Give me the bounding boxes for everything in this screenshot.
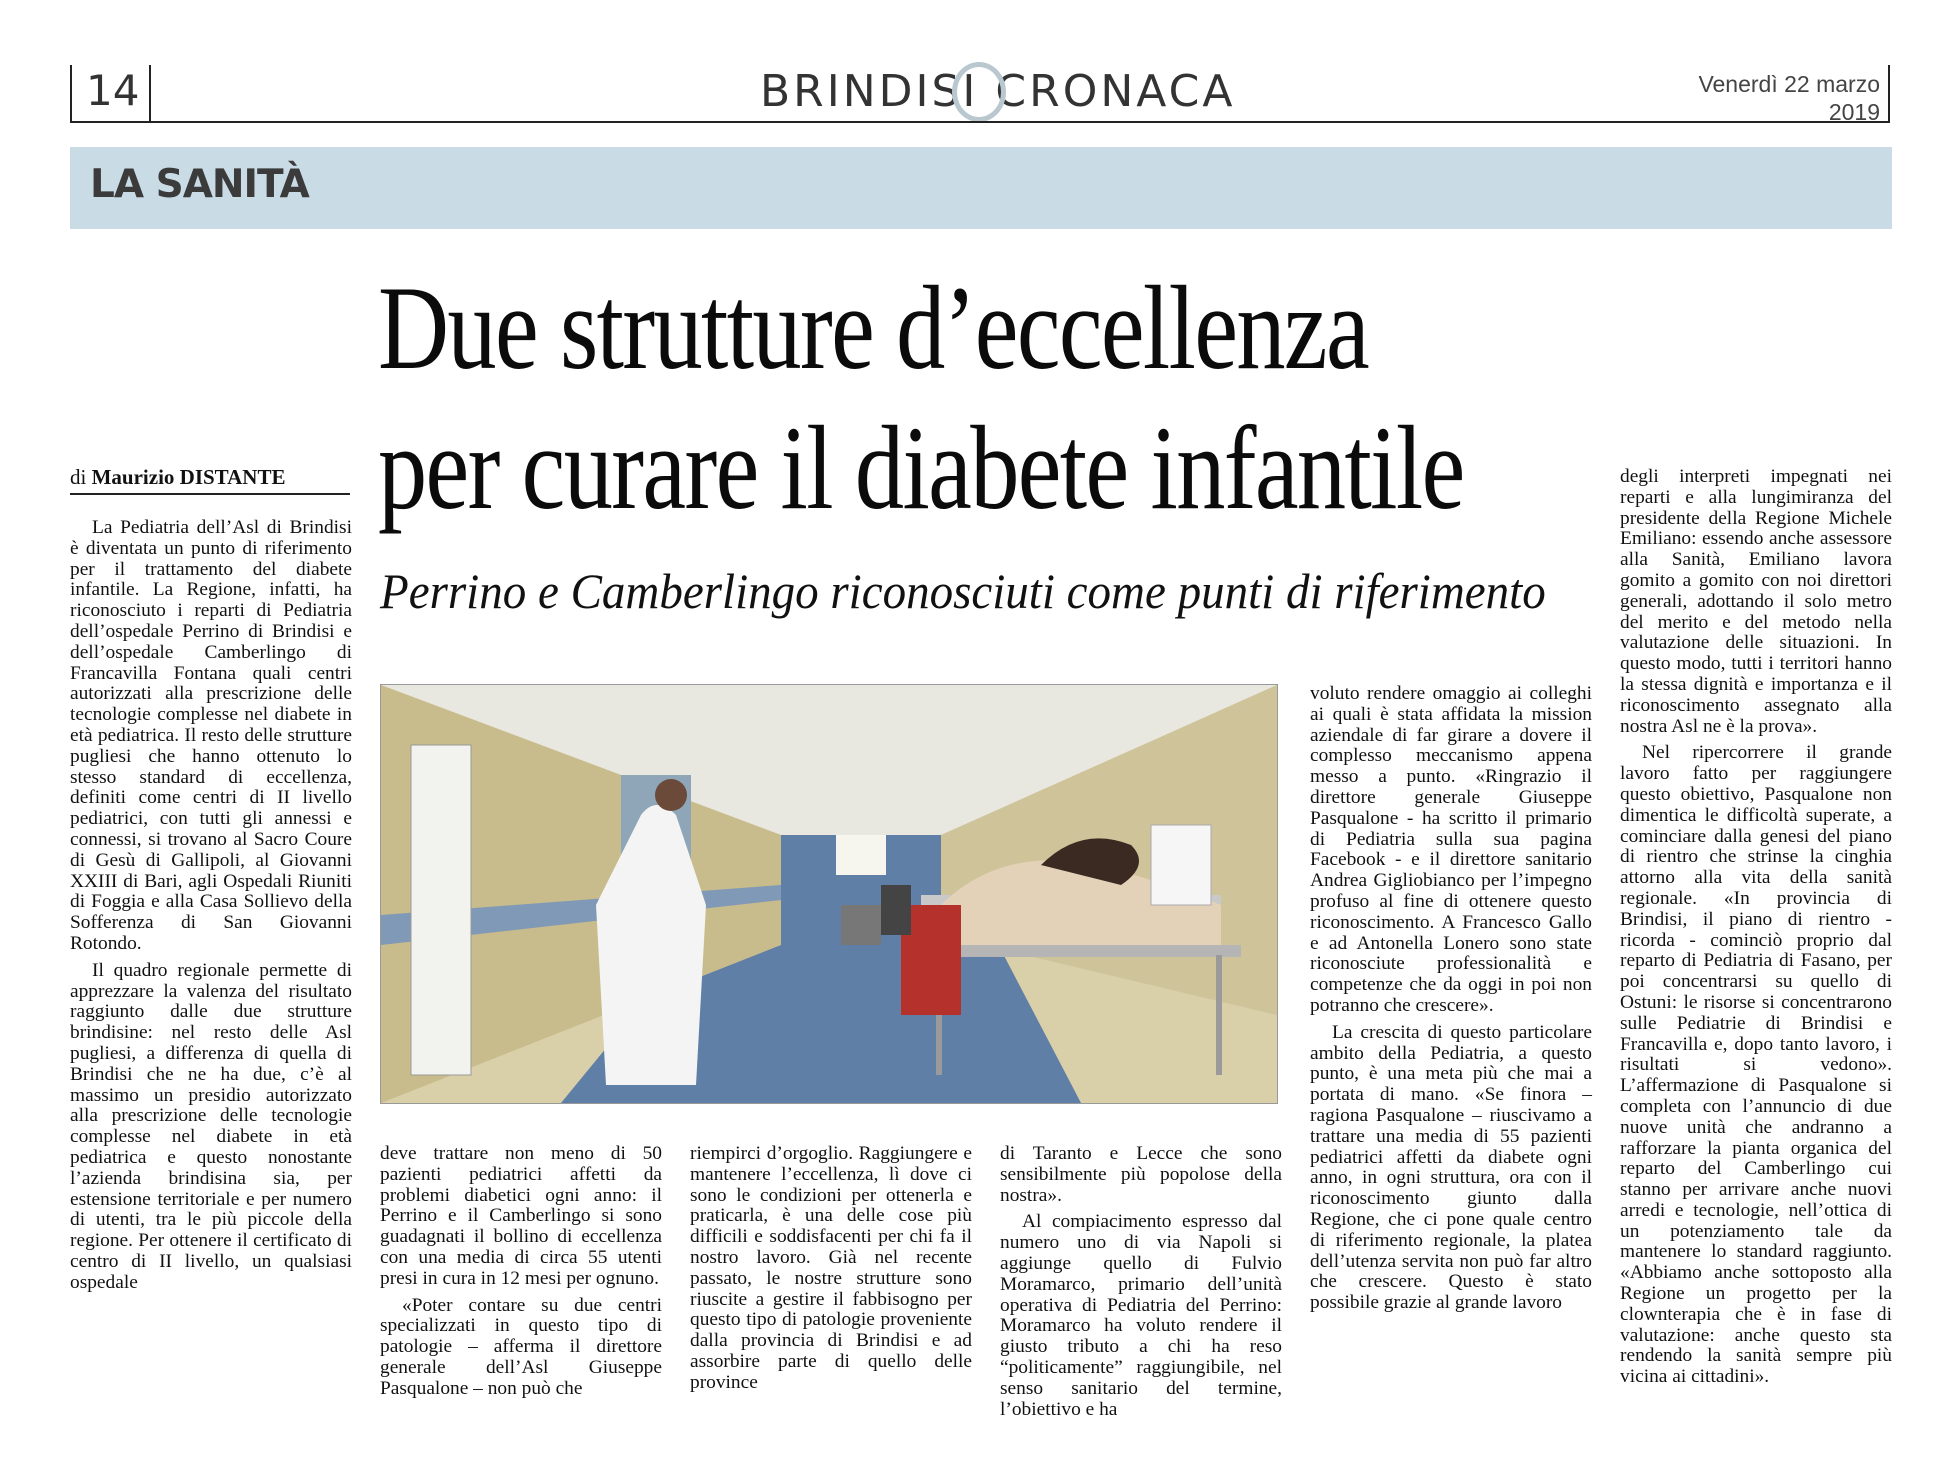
paragraph: voluto rendere omaggio ai colleghi ai quali è stata affidata la mission aziendale di far girare a dovere il complesso meccanismo appena messo a punto. «Ringrazio il direttore generale Giuseppe Pasqualone - ha scritto il primario di Pediatria sulla sua pagina Facebook - e il direttore sanitario Andrea Gigliobianco per l’impegno profuso al fine di ottenere questo riconoscimento. A Francesco Gallo e ad Antonella Lonero sono state riconosciute professionalità e competenze che da oggi in poi non potranno che crescere». (1310, 683, 1592, 1016)
issue-date-line2: 2019 (1828, 99, 1880, 125)
masthead-brindisi: BRINDISI (760, 66, 979, 117)
paragraph: di Taranto e Lecce che sono sensibilmente più popolose della nostra». (1000, 1143, 1282, 1206)
paragraph: Nel ripercorrere il grande lavoro fatto per raggiungere questo obiettivo, Pasqualone non dimentica le difficoltà superate, a cominciare dalla genesi del piano di rientro che strinse la cinghia attorno alla vita della sanità regionale. «In provincia di Brindisi, il piano di rientro - ricorda - cominciò proprio dal reparto di Pediatria di Fasano, per poi concentrarsi su quello di Ostuni: le risorse si concentrarono sulle Pediatrie di Brindisi e Francavilla e, dopo tanto lavoro, i risultati si vedono». L’affermazione di Pasqualone si completa con l’annuncio di due nuove unità che andranno a rafforzare la pianta organica del reparto del Camberlingo cui stanno per arrivare anche nuovi arredi e tecnologie, nell’ottica di un potenziamento tale da mantenere lo standard raggiunto. «Abbiamo anche sottoposto alla Regione un progetto per la clownterapia che è in fase di valutazione: anche questo sta rendendo la sanità sempre più vicina ai cittadini». (1620, 742, 1892, 1388)
article-column-5 (1310, 684, 1592, 1314)
header-rule (70, 121, 1890, 123)
header-left-rule (70, 65, 72, 123)
headline-line1: Due strutture d’eccellenza (378, 261, 1368, 394)
article-column-1 (70, 518, 352, 1293)
page-number: 14 (86, 66, 140, 115)
paragraph: Al compiacimento espresso dal numero uno di via Napoli si aggiunge quello di Fulvio Moramarco, primario dell’unità operativa di Pediatria del Perrino: Moramarco ha voluto rendere il giusto tributo a chi ha reso “politicamente” raggiungibile, nel senso sanitario del termine, l’obiettivo e ha (1000, 1211, 1282, 1420)
photo-illustration (381, 685, 1277, 1103)
masthead-cronaca: CRONACA (995, 66, 1236, 117)
subheadline: Perrino e Camberlingo riconosciuti come punti di riferimento (380, 563, 1546, 619)
paragraph: La crescita di questo particolare ambito della Pediatria, a questo punto, è una meta più che mai a portata di mano. «Se finora – ragiona Pasqualone – riuscivamo a trattare una media di 55 pazienti pediatrici affetti da diabete ogni anno, in ogni struttura, ora con il riconoscimento giunto dalla Regione, che ci pone quale centro di riferimento regionale, la platea dell’utenza servita non può far altro che crescere. Questo è stato possibile grazie al grande lavoro (1310, 1021, 1592, 1314)
byline (70, 465, 350, 495)
article-column-3 (690, 1144, 972, 1394)
paragraph: Il quadro regionale permette di apprezzare la valenza del risultato raggiunto dalle due strutture brindisine: nel resto delle Asl pugliesi, a differenza di quella di Brindisi che ne ha due, c’è al massimo un presidio autorizzato alla prescrizione delle tecnologie complesse nel diabete in età pediatrica e questo nonostante l’azienda brindisina sia, per estensione territoriale e per numero di utenti, tra le più piccole della regione. Per ottenere il certificato di centro di II livello, un qualsiasi ospedale (70, 959, 352, 1293)
headline-line2: per curare il diabete infantile (378, 401, 1464, 534)
page-number-rule (149, 65, 151, 123)
article-column-6 (1620, 467, 1892, 1388)
paragraph: «Poter contare su due centri specializzati in questo tipo di patologie – afferma il direttore generale dell’Asl Giuseppe Pasqualone – non può che (380, 1294, 662, 1399)
section-title: LA SANITÀ (90, 162, 309, 207)
paragraph: La Pediatria dell’Asl di Brindisi è diventata un punto di riferimento per il trattamento del diabete infantile. La Regione, infatti, ha riconosciuto i reparti di Pediatria dell’ospedale Perrino di Brindisi e dell’ospedale Camberlingo di Francavilla Fontana quali centri autorizzati alla prescrizione delle tecnologie complesse nel diabete in età pediatrica. Il resto delle strutture pugliesi che hanno ottenuto lo stesso standard di eccellenza, definiti come centri di II livello pediatrici, con tutti gli annessi e connessi, si trovano al Sacro Coure di Gesù di Gallipoli, al Giovanni XXIII di Bari, agli Ospedali Riuniti di Foggia e alla Casa Sollievo della Sofferenza di San Giovanni Rotondo. (70, 517, 352, 954)
section-band (70, 147, 1892, 229)
hospital-corridor-photo (380, 684, 1278, 1104)
article-column-2 (380, 1144, 662, 1400)
masthead-q-logo-icon (952, 62, 1006, 122)
header-right-rule (1888, 65, 1890, 123)
byline-author: Maurizio DISTANTE (91, 465, 286, 489)
article-column-4 (1000, 1144, 1282, 1420)
byline-prefix: di (70, 465, 87, 489)
paragraph: degli interpreti impegnati nei reparti e alla lungimiranza del presidente della Regione Michele Emiliano: essendo anche assessore alla Sanità, Emiliano lavora gomito a gomito con noi direttori generali, adottando il solo metro del merito e del metodo nella valutazione delle situazioni. In questo modo, tutti i territori hanno la stessa dignità e importanza e il riconoscimento assegnato alla nostra Asl ne è la prova». (1620, 466, 1892, 737)
issue-date-line1: Venerdì 22 marzo (1698, 71, 1880, 97)
paragraph: riempirci d’orgoglio. Raggiungere e mantenere l’eccellenza, lì dove ci sono le condizioni per ottenerla e praticarla, è una delle cose più difficili e soddisfacenti per chi fa il nostro lavoro. Già nel recente passato, le nostre strutture sono riuscite a gestire il fabbisogno per questo tipo di patologie proveniente dalla provincia di Brindisi e ad assorbire parte di quello delle province (690, 1143, 972, 1393)
paragraph: deve trattare non meno di 50 pazienti pediatrici affetti da problemi diabetici ogni anno: il Perrino e il Camberlingo si sono guadagnati il bollino di eccellenza con una media di circa 55 utenti presi in cura in 12 mesi per ognuno. (380, 1143, 662, 1289)
issue-date (1580, 70, 1880, 126)
